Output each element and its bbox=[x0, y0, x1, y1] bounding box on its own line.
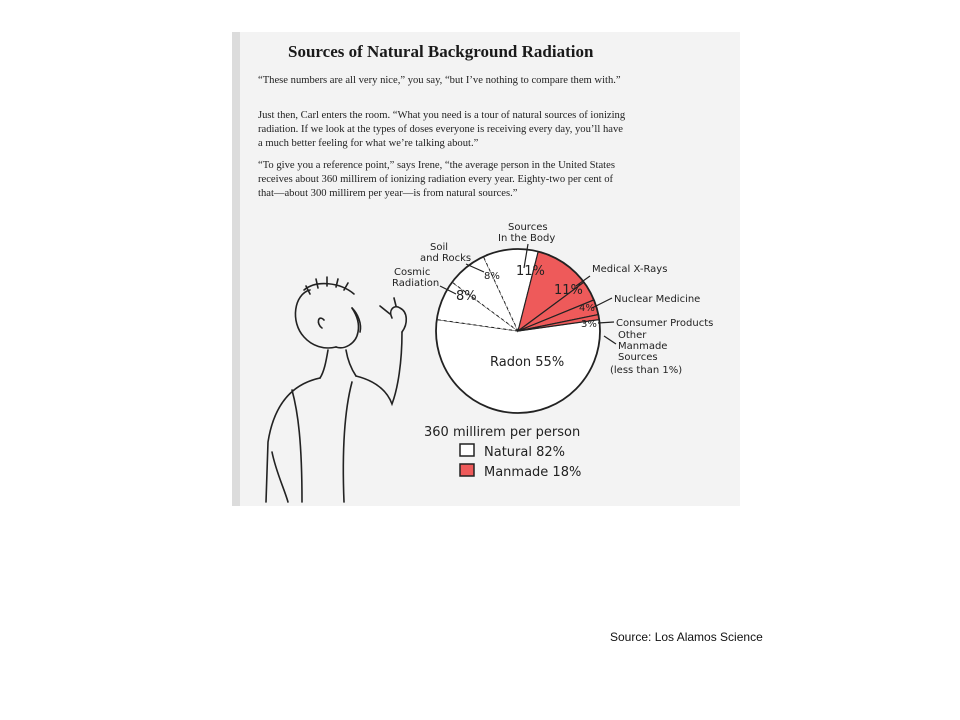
xray-value: 11% bbox=[554, 283, 583, 298]
body-label-line-2: In the Body bbox=[498, 233, 556, 244]
xray-label: Medical X-Rays bbox=[592, 264, 668, 275]
other-label-line-2: Manmade bbox=[618, 341, 668, 352]
soil-label-line-1: Soil bbox=[430, 242, 449, 253]
soil-label-line-2: and Rocks bbox=[420, 253, 472, 264]
soil-value: 8% bbox=[484, 271, 500, 282]
legend-swatch-manmade bbox=[460, 464, 474, 476]
legend-swatch-natural bbox=[460, 444, 474, 456]
cosmic-label-line-2: Radiation bbox=[392, 278, 440, 289]
body-label-line-1: Sources bbox=[508, 222, 548, 233]
source-caption: Source: Los Alamos Science bbox=[610, 630, 763, 644]
other-label-line-4: (less than 1%) bbox=[610, 365, 683, 376]
paragraph-3: “To give you a reference point,” says Irene, “the average person in the United States receives about 360 millirem of ionizing radiation every year. Eighty-two per cent of that—about 300 millirem per year—is from natural sources.” bbox=[258, 160, 615, 199]
legend-total: 360 millirem per person bbox=[424, 425, 581, 440]
other-arrow bbox=[604, 336, 616, 344]
cosmic-label-line-1: Cosmic bbox=[394, 267, 431, 278]
nuclear-value: 4% bbox=[579, 303, 595, 314]
scanned-page bbox=[232, 32, 740, 506]
other-label-line-3: Sources bbox=[618, 352, 658, 363]
paragraph-2: Just then, Carl enters the room. “What you need is a tour of natural sources of ionizing radiation. If we look at the types of doses everyone is receiving every day, you’ll have a much better feeling for what we’re talking about.” bbox=[258, 110, 626, 149]
pie-chart bbox=[232, 32, 740, 506]
nuclear-label: Nuclear Medicine bbox=[614, 294, 701, 305]
radon-label: Radon 55% bbox=[490, 355, 565, 370]
body-value: 11% bbox=[516, 264, 545, 279]
legend-natural: Natural 82% bbox=[484, 445, 565, 460]
legend-manmade: Manmade 18% bbox=[484, 465, 582, 480]
paragraph-1: “These numbers are all very nice,” you say, “but I’ve nothing to compare them with.” bbox=[258, 75, 621, 86]
other-label-line-1: Other bbox=[618, 330, 647, 341]
consumer-value: 3% bbox=[581, 319, 597, 330]
consumer-label: Consumer Products bbox=[616, 318, 714, 329]
page-title: Sources of Natural Background Radiation bbox=[288, 42, 594, 61]
cosmic-value: 8% bbox=[456, 289, 477, 304]
